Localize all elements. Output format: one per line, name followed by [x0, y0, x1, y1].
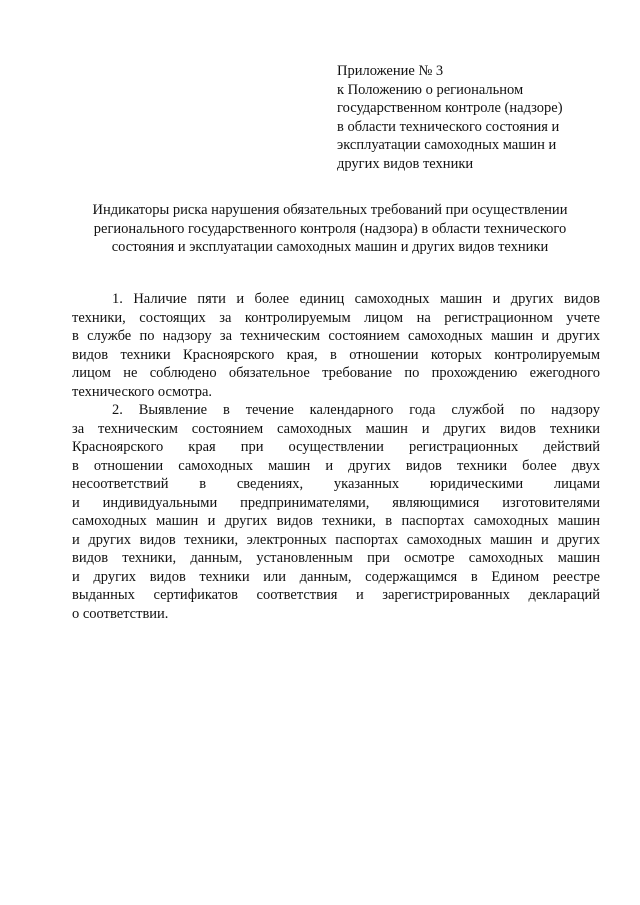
paragraph-line: видов техники Красноярского края, в отношении которых контролируемым: [72, 346, 600, 363]
paragraph-line: за техническим состоянием самоходных машин и других видов техники: [72, 420, 600, 437]
appendix-line: к Положению о региональном: [337, 81, 524, 98]
paragraph-line: и других видов техники, электронных паспортах самоходных машин и других: [72, 531, 600, 548]
paragraph-line: выданных сертификатов соответствия и зарегистрированных деклараций: [72, 587, 600, 603]
paragraph-line: лицом не соблюдено обязательное требование по прохождению ежегодного: [72, 365, 600, 381]
document-title: [60, 201, 600, 257]
title-line: регионального государственного контроля (надзора) в области технического: [93, 220, 567, 237]
document-body: [72, 290, 600, 623]
appendix-header: [337, 62, 597, 174]
paragraph-line: о соответствии.: [72, 605, 169, 622]
paragraph-2: [72, 401, 600, 623]
appendix-line: других видов техники: [337, 155, 474, 172]
title-line: Индикаторы риска нарушения обязательных требований при осуществлении: [92, 202, 568, 218]
paragraph-line: несоответствий в сведениях, указанных юридическими лицами: [72, 476, 600, 492]
appendix-number: Приложение № 3: [337, 63, 444, 79]
appendix-line: в области технического состояния и: [337, 118, 560, 135]
paragraph-line: и других видов техники или данным, содержащимся в Едином реестре: [72, 568, 600, 585]
paragraph-1: [72, 290, 600, 401]
appendix-line: государственном контроле (надзоре): [337, 100, 563, 117]
paragraph-line: в службе по надзору за техническим состоянием самоходных машин и других: [72, 328, 600, 344]
appendix-line: эксплуатации самоходных машин и: [337, 137, 557, 154]
paragraph-line: техники, состоящих за контролируемым лицом на регистрационном учете: [72, 309, 600, 326]
paragraph-line: 1. Наличие пяти и более единиц самоходных машин и других видов: [112, 291, 600, 307]
paragraph-line: 2. Выявление в течение календарного года службой по надзору: [112, 402, 600, 418]
paragraph-line: и индивидуальными предпринимателями, являющимися изготовителями: [72, 494, 600, 511]
paragraph-line: видов техники, данным, установленным при осмотре самоходных машин: [72, 550, 600, 566]
title-line: состояния и эксплуатации самоходных машин и других видов техники: [111, 239, 549, 256]
paragraph-line: Красноярского края при осуществлении регистрационных действий: [72, 439, 600, 455]
paragraph-line: в отношении самоходных машин и других видов техники более двух: [72, 457, 600, 474]
paragraph-line: самоходных машин и других видов техники, в паспортах самоходных машин: [72, 513, 600, 529]
paragraph-line: технического осмотра.: [72, 383, 213, 400]
